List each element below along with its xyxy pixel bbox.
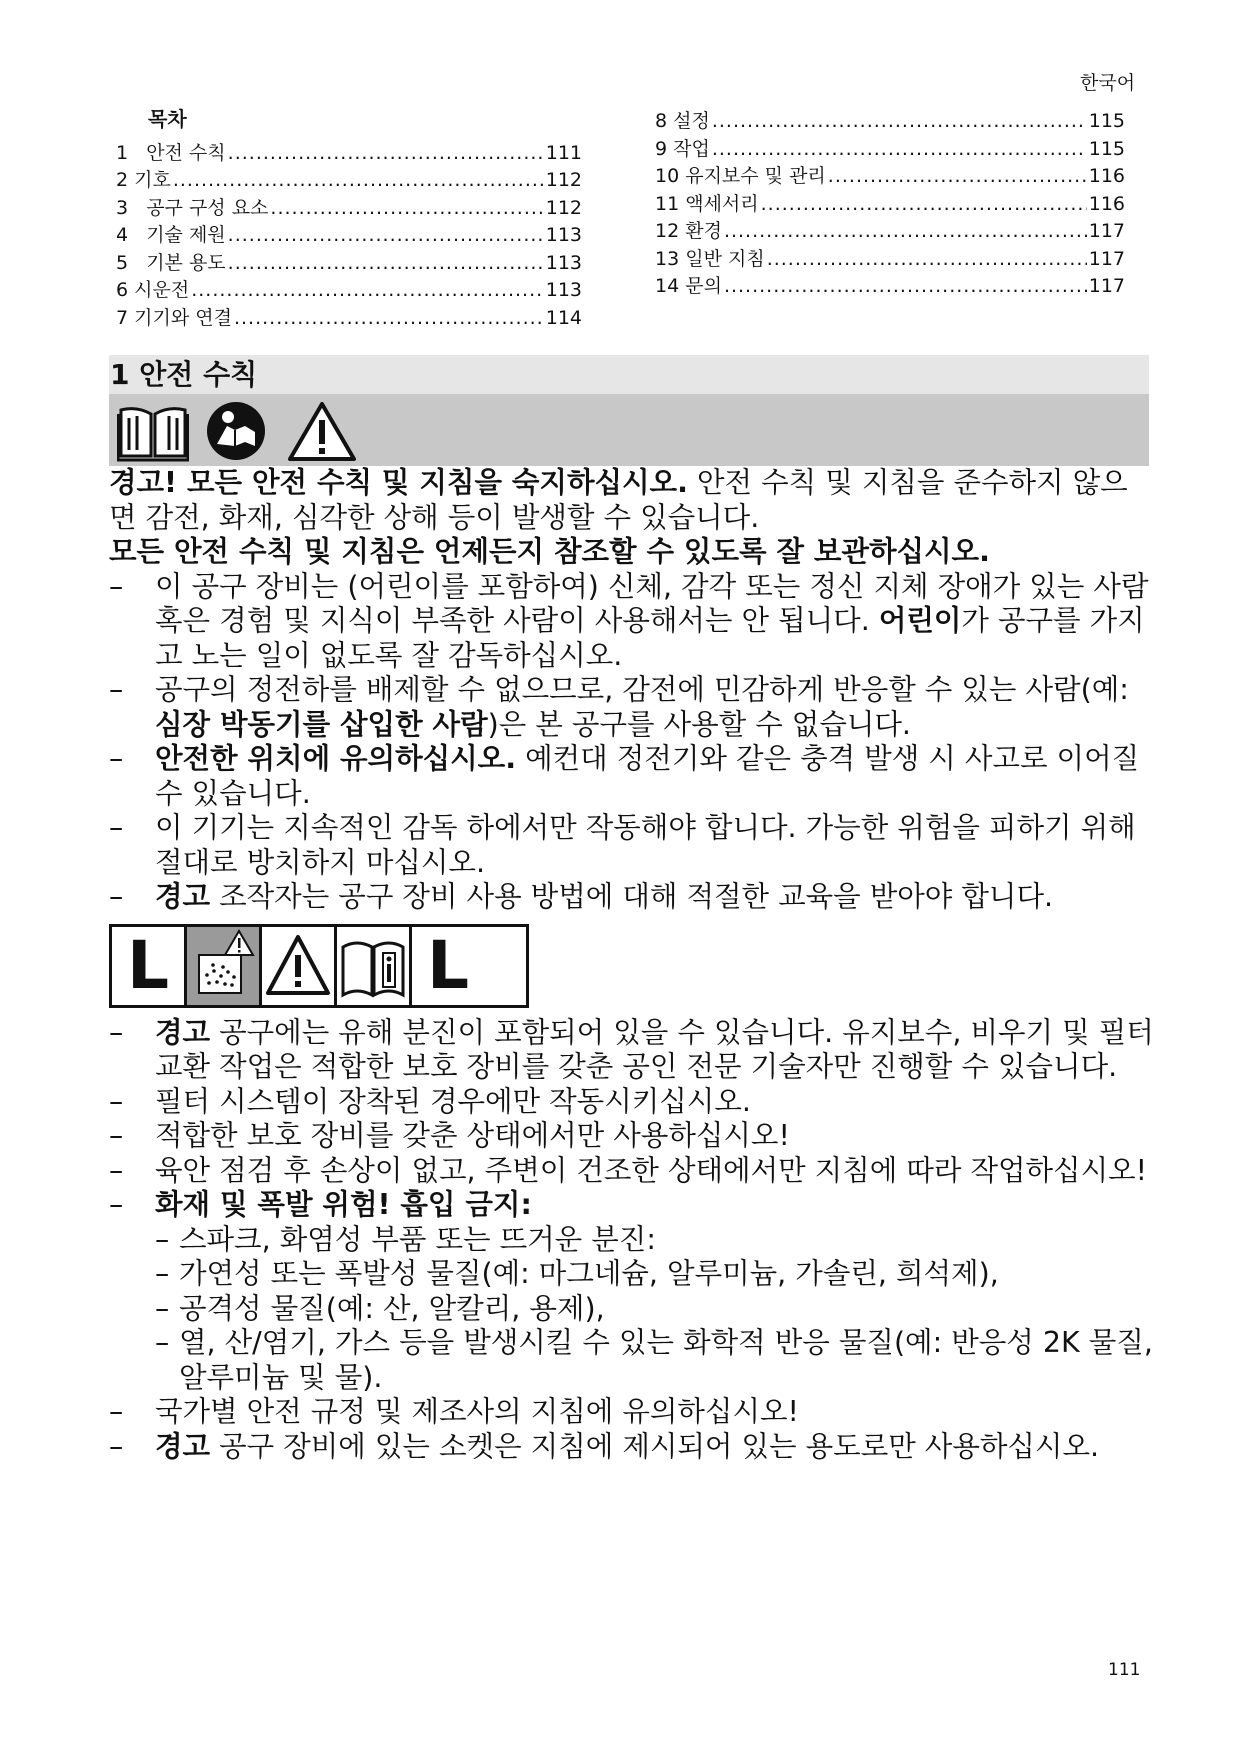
item-text: 예컨대 정전기와 같은 충격 발생 시 사고로 이어질 수 있습니다.	[155, 742, 1140, 810]
sub-list-item	[155, 1292, 1154, 1327]
section-title-band	[109, 355, 1149, 394]
toc-entry-label: 4 기술 제원	[116, 224, 226, 246]
toc-entry-page: 116	[1088, 192, 1125, 215]
item-text: 가연성 또는 폭발성 물질(예: 마그네슘, 알루미늄, 가솔린, 희석제),	[179, 1257, 999, 1290]
toc-entry-page: 113	[545, 224, 582, 246]
item-text: 스파크, 화염성 부품 또는 뜨거운 분진:	[179, 1222, 656, 1256]
toc-entry-page: 111	[545, 141, 582, 164]
toc-entry-page: 113	[545, 279, 582, 301]
toc-entry-page: 116	[1088, 165, 1125, 187]
toc-entry-label: 11 액세서리	[655, 192, 759, 215]
safety-instructions	[109, 466, 1154, 1464]
item-text: 이 기기는 지속적인 감독 하에서만 작동해야 합니다. 가능한 위험을 피하기 위해 절대로 방치하지 마십시오.	[155, 811, 1136, 879]
toc-leader-dots	[724, 218, 1087, 246]
manual-pictogram	[337, 927, 412, 1005]
toc-entry	[116, 167, 582, 195]
toc-entry-label: 12 환경	[655, 220, 722, 242]
list-dash: –	[109, 1395, 124, 1428]
list-item	[109, 673, 1154, 742]
toc-entry	[655, 246, 1125, 274]
toc-entry-page: 117	[1088, 220, 1125, 242]
toc-entry-label: 5 기본 용도	[116, 251, 226, 274]
toc-title: 목차	[148, 107, 187, 131]
item-text: 필터 시스템이 장착된 경우에만 작동시키십시오.	[155, 1084, 751, 1118]
list-dash: –	[109, 742, 124, 775]
pictogram-row	[109, 924, 529, 1008]
list-item	[109, 1430, 1154, 1465]
toc-leader-dots	[828, 163, 1087, 191]
warning-bold: 경고! 모든 안전 수칙 및 지침을 숙지하십시오.	[109, 466, 688, 499]
toc-entry	[116, 222, 582, 250]
toc-leader-dots	[767, 246, 1087, 274]
item-text: 국가별 안전 규정 및 제조사의 지침에 유의하십시오!	[155, 1395, 799, 1428]
list-dash: –	[109, 569, 124, 603]
item-text: 공구 장비에 있는 소켓은 지침에 제시되어 있는 용도로만 사용하십시오.	[210, 1429, 1100, 1463]
dust-class-label: L	[112, 927, 187, 1005]
toc-entry-label: 7 기기와 연결	[116, 306, 232, 329]
item-bold: 안전한 위치에 유의하십시오.	[155, 742, 517, 775]
toc-leader-dots	[234, 305, 544, 333]
toc-entry-page: 117	[1088, 275, 1125, 297]
list-dash: –	[155, 1326, 170, 1359]
list-dash: –	[155, 1291, 170, 1325]
list-item	[109, 1188, 1154, 1223]
toc-leader-dots	[712, 108, 1087, 136]
item-bold: 경고	[155, 1015, 211, 1049]
toc-entry-label: 1 안전 수칙	[116, 141, 226, 164]
toc-entry-page: 115	[1088, 137, 1125, 160]
list-item	[109, 1016, 1154, 1085]
toc-right-column	[655, 108, 1130, 301]
item-text: 가 공구를 가지고 노는 일이 없도록 잘 감독하십시오.	[155, 604, 1145, 672]
item-bold: 경고	[155, 1429, 211, 1463]
toc-leader-dots	[228, 140, 544, 168]
sub-list-item	[155, 1326, 1154, 1395]
sub-list-item	[155, 1223, 1154, 1258]
list-dash: –	[109, 673, 124, 706]
toc-entry-label: 8 설정	[655, 110, 710, 132]
page-number: 111	[1108, 1660, 1141, 1680]
toc-entry-label: 14 문의	[655, 275, 722, 297]
toc-entry	[116, 305, 582, 333]
toc-entry-label: 10 유지보수 및 관리	[655, 165, 826, 187]
item-text: 공구에는 유해 분진이 포함되어 있을 수 있습니다. 유지보수, 비우기 및 필터 교환 작업은 적합한 보호 장비를 갖춘 공인 전문 기술자만 진행할 수 있습니다.	[155, 1015, 1154, 1083]
warning-paragraph	[109, 466, 1154, 535]
toc-leader-dots	[191, 277, 544, 305]
list-dash: –	[109, 1188, 124, 1221]
info-manual-icon	[337, 927, 409, 1005]
list-dash: –	[155, 1257, 170, 1290]
toc-entry	[655, 273, 1125, 301]
toc-leader-dots	[228, 250, 544, 278]
language-label: 한국어	[1080, 72, 1136, 94]
item-bold: 경고	[155, 880, 211, 913]
toc-entry-page: 115	[1088, 110, 1125, 132]
toc-leader-dots	[270, 195, 543, 223]
item-text: 육안 점검 후 손상이 없고, 주변이 건조한 상태에서만 지침에 따라 작업하십시오!	[155, 1153, 1148, 1187]
toc-leader-dots	[173, 167, 544, 195]
list-dash: –	[109, 1084, 124, 1118]
item-text: 적합한 보호 장비를 갖춘 상태에서만 사용하십시오!	[155, 1119, 790, 1152]
toc-entry	[655, 163, 1125, 191]
dust-hazard-icon	[187, 927, 259, 1005]
list-dash: –	[109, 1119, 124, 1152]
item-bold: 화재 및 폭발 위험! 흡입 금지:	[155, 1188, 532, 1221]
toc-entry	[655, 218, 1125, 246]
warning-text: 안전 수칙 및 지침을 준수하지 않으면 감전, 화재, 심각한 상해 등이 발생할 수 있습니다.	[109, 466, 1128, 534]
toc-entry-page: 112	[545, 196, 582, 219]
item-text: 열, 산/염기, 가스 등을 발생시킬 수 있는 화학적 반응 물질(예: 반응성 2K 물질, 알루미늄 및 물).	[179, 1326, 1153, 1394]
list-item	[109, 742, 1154, 811]
list-item	[109, 1154, 1154, 1189]
toc-entry-page: 117	[1088, 247, 1125, 270]
sub-list-item	[155, 1257, 1154, 1292]
item-bold: 어린이	[878, 604, 962, 637]
toc-entry	[655, 136, 1125, 164]
item-bold: 심장 박동기를 삽입한 사람	[155, 707, 488, 741]
keep-instructions-line: 모든 안전 수칙 및 지침은 언제든지 참조할 수 있도록 잘 보관하십시오.	[109, 535, 990, 568]
list-dash: –	[109, 811, 124, 844]
item-text: )은 본 공구를 사용할 수 없습니다.	[487, 707, 911, 741]
read-manual-icon	[205, 400, 267, 462]
toc-leader-dots	[228, 222, 544, 250]
toc-entry	[116, 277, 582, 305]
toc-entry	[116, 140, 582, 168]
list-item	[109, 570, 1154, 674]
list-dash: –	[109, 1429, 124, 1463]
toc-entry	[116, 195, 582, 223]
item-text: 공격성 물질(예: 산, 알칼리, 용제),	[179, 1291, 605, 1325]
warning-pictogram	[262, 927, 337, 1005]
list-item	[109, 1119, 1154, 1154]
toc-entry-page: 113	[545, 251, 582, 274]
section-icon-band	[109, 394, 1149, 466]
toc-entry-page: 114	[545, 306, 582, 329]
toc-entry-label: 3 공구 구성 요소	[116, 196, 269, 219]
toc-entry	[116, 250, 582, 278]
toc-left-column	[116, 106, 606, 332]
toc-entry-page: 112	[545, 169, 582, 191]
list-item	[109, 880, 1154, 915]
dust-class-label: L	[426, 926, 470, 1004]
item-text: 조작자는 공구 장비 사용 방법에 대해 적절한 교육을 받아야 합니다.	[210, 880, 1054, 913]
list-dash: –	[155, 1222, 170, 1256]
toc-entry-label: 9 작업	[655, 137, 710, 160]
warning-triangle-icon	[287, 400, 357, 462]
list-dash: –	[109, 1153, 124, 1187]
toc-entry-label: 13 일반 지침	[655, 247, 765, 270]
list-item	[109, 1395, 1154, 1430]
list-dash: –	[109, 1015, 124, 1049]
open-manual-icon	[117, 400, 189, 462]
list-item	[109, 1085, 1154, 1120]
toc-entry-label: 2 기호	[116, 169, 171, 191]
item-text: 공구의 정전하를 배제할 수 없으므로, 감전에 민감하게 반응할 수 있는 사람(예:	[155, 673, 1129, 706]
toc-leader-dots	[712, 136, 1087, 164]
toc-leader-dots	[761, 191, 1087, 219]
list-item	[109, 811, 1154, 880]
toc-leader-dots	[724, 273, 1087, 301]
toc-entry	[655, 191, 1125, 219]
dust-hazard-pictogram	[187, 927, 262, 1005]
item-text: 이 공구 장비는 (어린이를 포함하여) 신체, 감각 또는 정신 지체 장애가 있는 사람 혹은 경험 및 지식이 부족한 사람이 사용해서는 안 됩니다.	[155, 569, 1149, 637]
toc-entry-label: 6 시운전	[116, 279, 190, 301]
list-dash: –	[109, 880, 124, 913]
warning-triangle-icon	[262, 927, 334, 1005]
section-title: 1 안전 수칙	[110, 358, 258, 391]
toc-entry	[655, 108, 1125, 136]
